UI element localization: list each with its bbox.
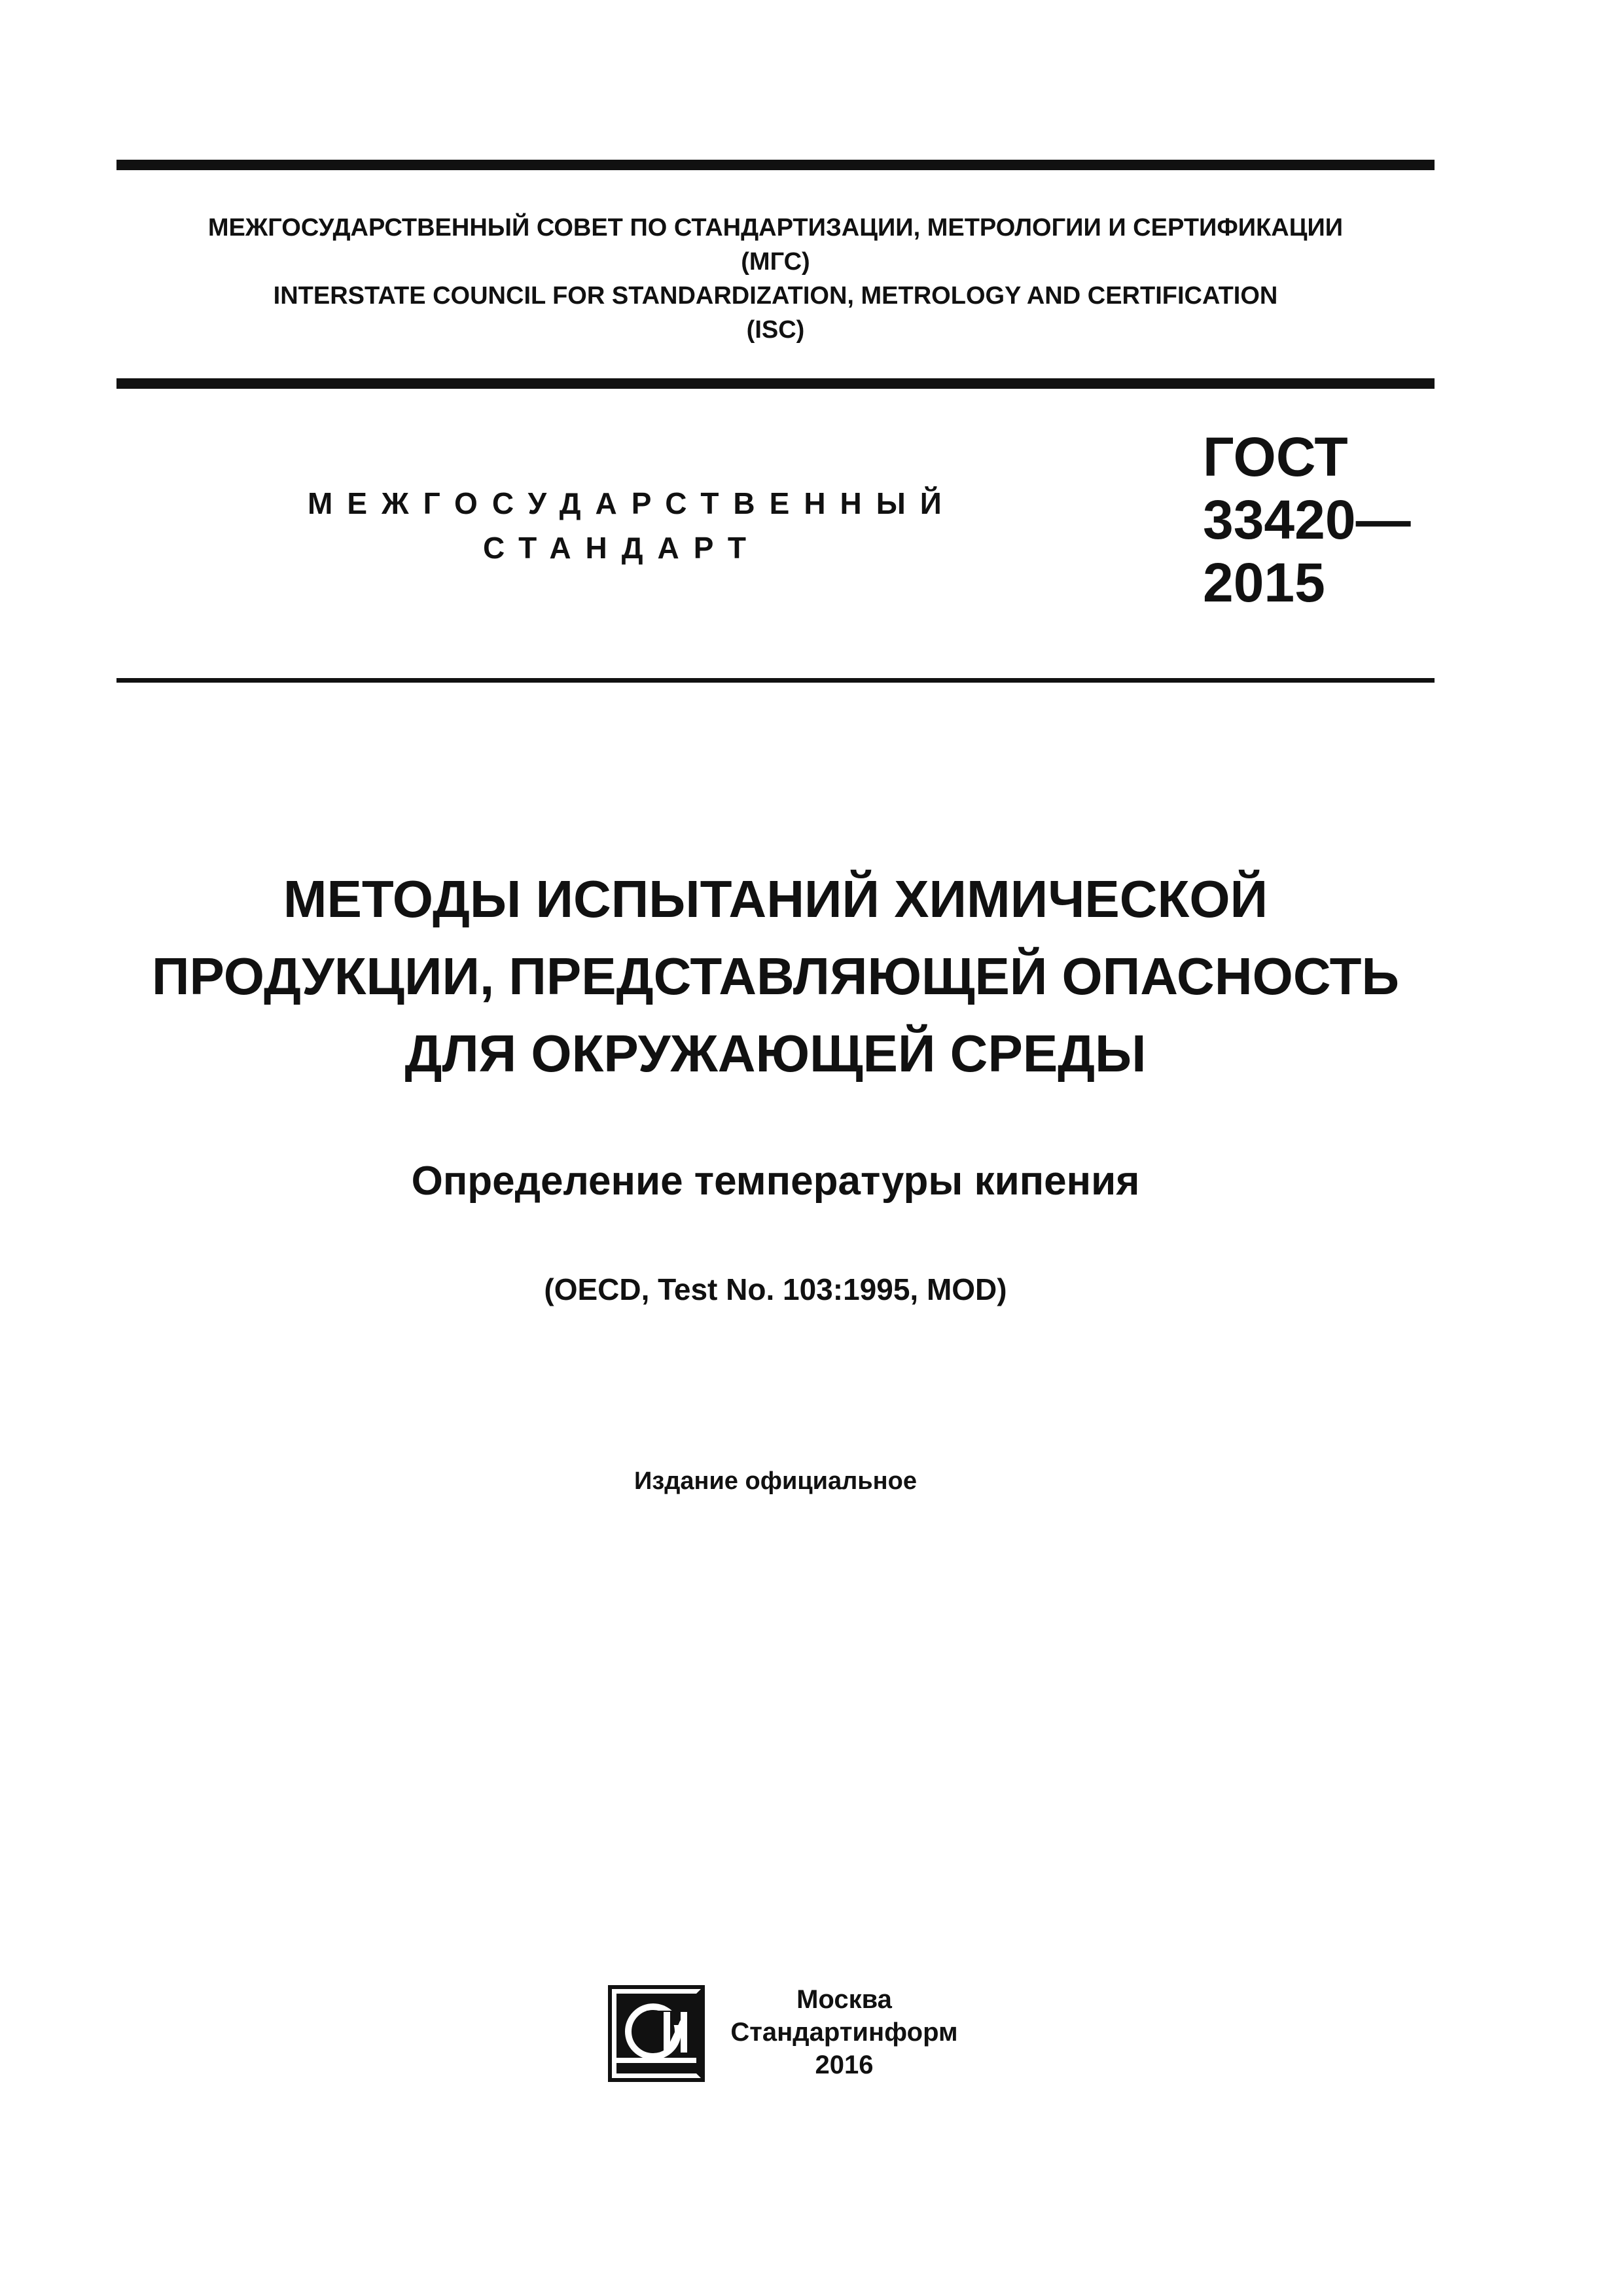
gost-year: 2015 <box>1203 552 1325 613</box>
publisher-year: 2016 <box>815 2051 874 2079</box>
standard-type-label <box>308 481 956 570</box>
council-name-en: INTERSTATE COUNCIL FOR STANDARDIZATION, METROLOGY AND CERTIFICATION <box>273 282 1278 310</box>
council-abbr-ru: (МГС) <box>741 248 810 276</box>
publisher-city: Москва <box>796 1985 892 2014</box>
edition-note: Издание официальное <box>634 1467 917 1495</box>
standartinform-logo-icon <box>607 1984 705 2083</box>
gost-number: 33420— <box>1203 489 1411 550</box>
publisher-name: Стандартинформ <box>730 2018 958 2047</box>
document-subtitle: Определение температуры кипения <box>411 1158 1140 1204</box>
bottom-rule <box>116 678 1435 683</box>
middle-rule <box>116 378 1435 389</box>
oecd-reference: (OECD, Test No. 103:1995, MOD) <box>544 1272 1007 1306</box>
top-rule <box>116 160 1435 170</box>
standard-type-line1: МЕЖГОСУДАРСТВЕННЫЙ <box>308 486 956 520</box>
title-line3: ДЛЯ ОКРУЖАЮЩЕЙ СРЕДЫ <box>404 1024 1147 1083</box>
document-title <box>98 861 1453 1092</box>
title-line1: МЕТОДЫ ИСПЫТАНИЙ ХИМИЧЕСКОЙ <box>283 870 1268 928</box>
council-header <box>116 211 1435 347</box>
council-abbr-en: (ISC) <box>746 316 805 344</box>
title-line2: ПРОДУКЦИИ, ПРЕДСТАВЛЯЮЩЕЙ ОПАСНОСТЬ <box>152 947 1399 1005</box>
council-name-ru: МЕЖГОСУДАРСТВЕННЫЙ СОВЕТ ПО СТАНДАРТИЗАЦИИ, МЕТРОЛОГИИ И СЕРТИФИКАЦИИ <box>207 214 1344 242</box>
gost-designation <box>1203 425 1411 614</box>
standard-type-line2: СТАНДАРТ <box>483 531 760 565</box>
gost-prefix: ГОСТ <box>1203 426 1348 488</box>
publisher-block <box>723 1983 965 2081</box>
